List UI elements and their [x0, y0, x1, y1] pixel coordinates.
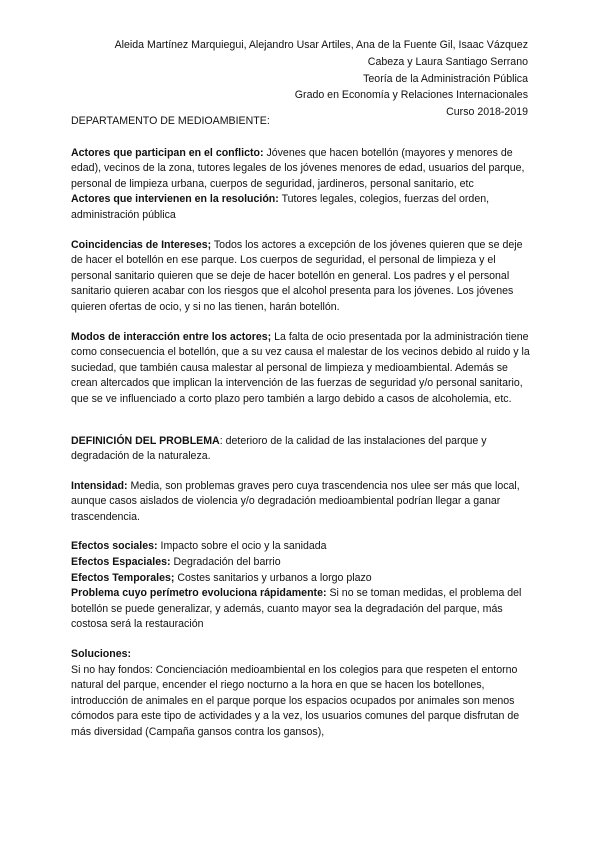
intensity-text: Media, son problemas graves pero cuya trascendencia nos ulee ser más que local, aunque casos aislados de violencia y/o degradación medioambiental podrían llegar a ganar trascendencia. [71, 479, 520, 523]
intensity-label: Intensidad: [71, 479, 128, 492]
effects-social-text: Impacto sobre el ocio y la sanidada [157, 540, 327, 553]
interests-paragraph [71, 238, 531, 316]
perimeter-text: Si no se toman medidas, el problema del botellón se puede generalizar, y además, cuanto mayor sea la degradación del parque, más costosa será la restauración [71, 587, 522, 631]
header-year: Curso 2018-2019 [446, 106, 528, 119]
actors-conflict-text: Jóvenes que hacen botellón (mayores y menores de edad), vecinos de la zona, tutores legales de los jóvenes menores de edad, usuarios del parque, personal de limpieza urbana, cuerpos de seguridad, jardineros, personal sanitario, etc [71, 146, 525, 190]
interaction-label: Modos de interacción entre los actores; [71, 330, 272, 343]
solutions-heading: Soluciones: [71, 648, 132, 661]
interests-text: Todos los actores a excepción de los jóvenes quieren que se deje de hacer el botellón en ese parque. Los cuerpos de seguridad, el personal de limpieza y el personal sanitario quieren que se deje de hacer botellón en general. Los padres y el personal sanitario quieren acabar con los riesgos que el alcohol presenta para los jóvenes. Los jóvenes quieren ofertas de ocio, y si no las tienen, harán botellón. [71, 238, 523, 313]
problem-paragraph [71, 434, 531, 465]
solutions-text: Si no hay fondos: Concienciación medioambiental en los colegios para que respeten el entorno natural del parque, encender el riego nocturno a la hora en que se hacen los botellones, introducción de animales en el parque porque los espacios ocupados por animales son menos cómodos para este tipo de actividades y a la vez, los usuarios comunes del parque disfrutan de más diversidad (Campaña gansos contra los gansos), [71, 663, 520, 738]
actors-resolution-label: Actores que intervienen en la resolución: [71, 193, 279, 206]
problem-text: : deterioro de la calidad de las instalaciones del parque y degradación de la naturaleza. [71, 434, 487, 463]
perimeter-paragraph [71, 586, 531, 633]
effects-social-line [71, 539, 531, 555]
interaction-paragraph [71, 330, 531, 408]
problem-label: DEFINICIÓN DEL PROBLEMA [71, 434, 220, 447]
effects-spatial-line [71, 555, 531, 571]
actors-conflict-paragraph [71, 146, 531, 193]
intensity-paragraph [71, 479, 531, 526]
document-header [115, 37, 528, 121]
actors-conflict-label: Actores que participan en el conflicto: [71, 146, 264, 159]
department-heading: DEPARTAMENTO DE MEDIOAMBIENTE: [71, 115, 270, 127]
interaction-text: La falta de ocio presentada por la administración tiene como consecuencia el botellón, que a su vez causa el malestar de los vecinos debido al ruido y la suciedad, que también causa malestar al personal de limpieza y medioambiental. Además se crean altercados que implican la intervención de las fuerzas de seguridad y/o personal sanitario, que se ve influenciado a corto plazo pero también a largo debido a casos de alcoholemia, etc. [71, 330, 530, 405]
header-authors-line2: Cabeza y Laura Santiago Serrano [367, 55, 528, 68]
header-course: Teoría de la Administración Pública [363, 72, 528, 85]
document-body [71, 114, 531, 741]
interests-label: Coincidencias de Intereses; [71, 238, 212, 251]
actors-resolution-text: Tutores legales, colegios, fuerzas del orden, administración pública [71, 193, 490, 221]
effects-temporal-label: Efectos Temporales; [71, 571, 175, 584]
effects-temporal-line [71, 571, 531, 587]
perimeter-label: Problema cuyo perímetro evoluciona rápidamente: [71, 587, 327, 600]
header-degree: Grado en Economía y Relaciones Internacionales [294, 89, 528, 102]
header-authors-line1: Aleida Martínez Marquiegui, Alejandro Usar Artiles, Ana de la Fuente Gil, Isaac Vázquez [114, 39, 528, 51]
effects-social-label: Efectos sociales: [71, 540, 158, 553]
effects-temporal-text: Costes sanitarios y urbanos a lorgo plazo [174, 571, 372, 584]
actors-resolution-paragraph [71, 192, 531, 223]
effects-spatial-label: Efectos Espaciales: [71, 556, 171, 569]
effects-spatial-text: Degradación del barrio [170, 556, 281, 569]
